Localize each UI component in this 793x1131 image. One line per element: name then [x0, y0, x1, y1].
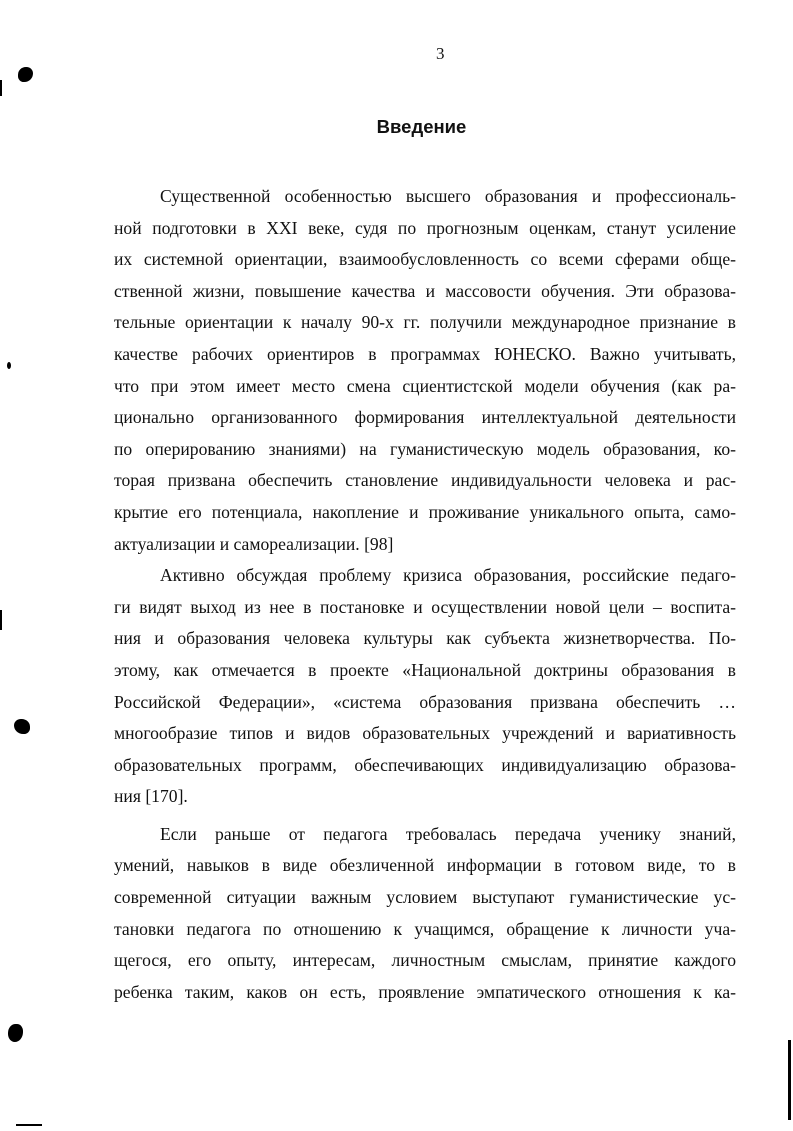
scan-speck	[7, 362, 11, 369]
text-line: современной ситуации важным условием выступают гуманистические ус-	[114, 887, 736, 908]
paragraph-1	[114, 181, 736, 560]
text-line: этому, как отмечается в проекте «Национальной доктрины образования в	[114, 659, 736, 680]
text-line: ционально организованного формирования интеллектуальной деятельности	[114, 407, 736, 428]
scan-edge-mark	[0, 610, 2, 630]
text-line: что при этом имеет место смена сциентистской модели обучения (как ра-	[114, 375, 736, 396]
text-line: Если раньше от педагога требовалась передача ученику знаний,	[160, 823, 736, 844]
text-line: умений, навыков в виде обезличенной информации в готовом виде, то в	[114, 855, 736, 876]
body-text	[114, 181, 736, 1008]
text-line: ребенка таким, каков он есть, проявление эмпатического отношения к ка-	[114, 981, 736, 1002]
text-line: их системной ориентации, взаимообусловленность со всеми сферами обще-	[114, 249, 736, 270]
scan-speck	[14, 719, 30, 734]
text-line: ния и образования человека культуры как субъекта жизнетворчества. По-	[114, 628, 736, 649]
text-line: Существенной особенностью высшего образования и профессиональ-	[160, 186, 736, 206]
scan-edge-mark	[788, 1040, 791, 1120]
text-line: многообразие типов и видов образовательных учреждений и вариативность	[114, 723, 736, 744]
text-line: тельные ориентации к началу 90-х гг. получили международное признание в	[114, 312, 736, 333]
text-line: ственной жизни, повышение качества и массовости обучения. Эти образова-	[114, 280, 736, 301]
text-line: крытие его потенциала, накопление и проживание уникального опыта, само-	[114, 501, 736, 522]
page-title: Введение	[376, 116, 467, 137]
page-number: 3	[436, 44, 445, 63]
paragraph-3	[114, 819, 736, 1009]
text-line: Российской Федерации», «система образования призвана обеспечить …	[114, 691, 736, 712]
text-line: по оперированию знаниями) на гуманистическую модель образования, ко-	[114, 438, 736, 459]
text-line: ги видят выход из нее в постановке и осуществлении новой цели – воспита-	[114, 596, 736, 617]
text-line: торая призвана обеспечить становление индивидуальности человека и рас-	[114, 470, 736, 491]
scan-edge-mark	[0, 80, 2, 96]
text-line: ния [170].	[114, 786, 188, 807]
text-line: актуализации и самореализации. [98]	[114, 533, 394, 554]
text-line: образовательных программ, обеспечивающих индивидуализацию образова-	[114, 754, 736, 775]
text-line: качестве рабочих ориентиров в программах ЮНЕСКО. Важно учитывать,	[114, 343, 736, 364]
scan-speck	[18, 67, 33, 82]
scan-edge-mark	[16, 1124, 42, 1126]
text-line: Активно обсуждая проблему кризиса образования, российские педаго-	[160, 565, 736, 586]
paragraph-2	[114, 560, 736, 813]
scan-speck	[8, 1024, 23, 1042]
text-line: тановки педагога по отношению к учащимся, обращение к личности уча-	[114, 918, 736, 939]
text-line: щегося, его опыту, интересам, личностным смыслам, принятие каждого	[114, 950, 736, 971]
text-line: ной подготовки в XXI веке, судя по прогнозным оценкам, станут усиление	[114, 217, 736, 238]
